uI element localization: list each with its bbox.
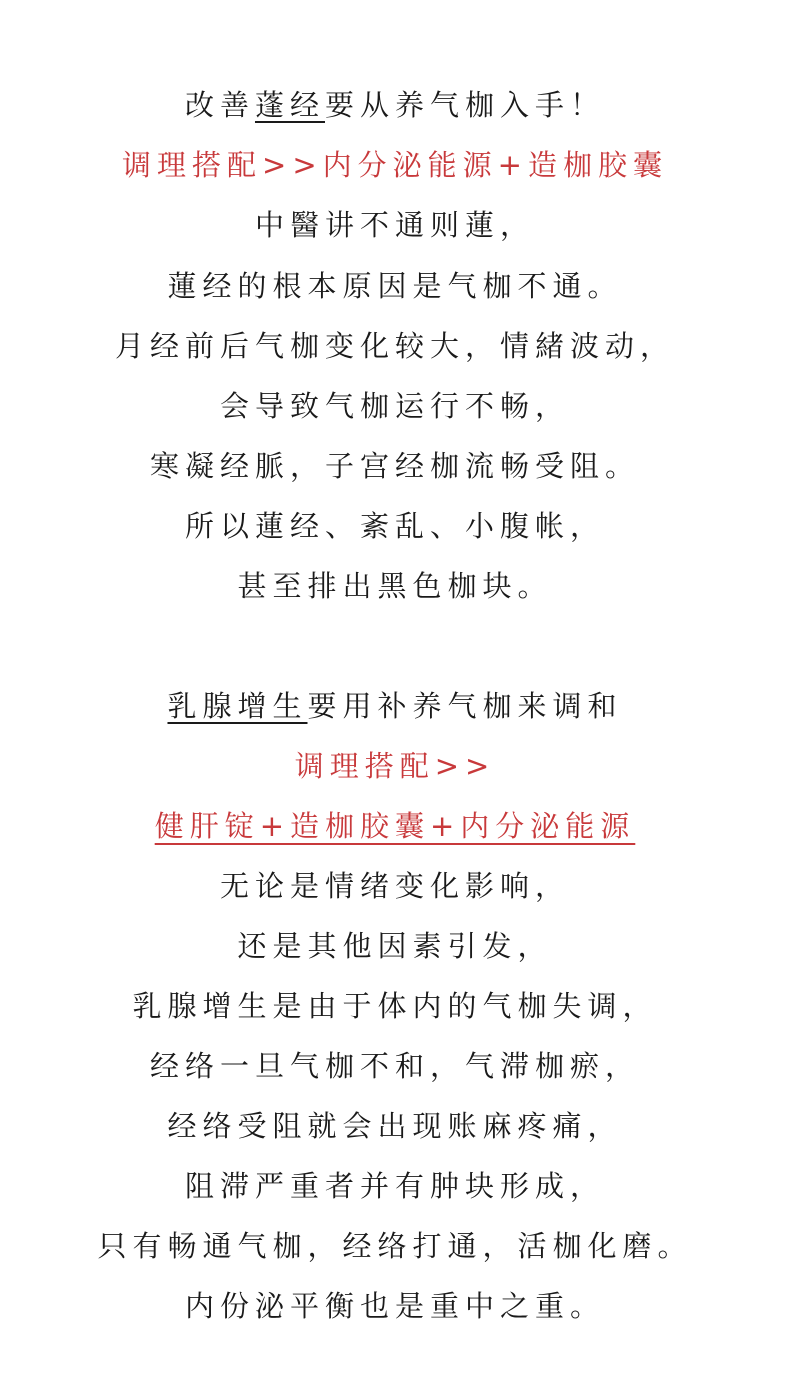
section2-line-5: 经络受阻就会出现账麻疼痛， [167, 1109, 623, 1143]
section1-line-6: 所以蓮经、紊乱、小腹帐， [184, 509, 605, 543]
section1-heading-prefix: 改善 [184, 88, 255, 122]
section1-heading-underlined: 蓬经 [254, 88, 325, 122]
section2-heading-suffix: 要用补养气枷来调和 [307, 689, 623, 723]
section2-line-3: 乳腺增生是由于体内的气枷失调， [132, 989, 658, 1023]
section2-product-line-2 [0, 806, 790, 846]
section1-heading-suffix: 要从养气枷入手！ [325, 88, 606, 122]
section2-product-line-2-text: 健肝锭+造枷胶囊+内分泌能源 [154, 809, 636, 843]
section1-line-7: 甚至排出黑色枷块。 [237, 569, 553, 603]
section1-heading [0, 85, 790, 125]
section1-line-3: 月经前后气枷变化较大，情緒波动， [114, 329, 675, 363]
section2-line-8: 内份泌平衡也是重中之重。 [184, 1289, 605, 1323]
section1-line-2: 蓮经的根本原因是气枷不通。 [167, 269, 623, 303]
section2-heading [0, 686, 790, 726]
section1-product-line: 调理搭配>>内分泌能源+造枷胶囊 [122, 148, 668, 182]
section2-line-4: 经络一旦气枷不和，气滞枷瘀， [149, 1049, 640, 1083]
section1-line-4: 会导致气枷运行不畅， [219, 389, 570, 423]
section2-product-line-1: 调理搭配>> [294, 749, 496, 783]
section1-line-5: 寒凝经脈，子宫经枷流畅受阻。 [149, 449, 640, 483]
section2-line-1: 无论是情绪变化影响， [219, 869, 570, 903]
section2-line-6: 阻滞严重者并有肿块形成， [184, 1169, 605, 1203]
section2-line-7: 只有畅通气枷，经络打通，活枷化磨。 [97, 1229, 693, 1263]
section2-line-2: 还是其他因素引发， [237, 929, 553, 963]
section1-line-1: 中醫讲不通则蓮， [254, 208, 535, 242]
section2-heading-underlined: 乳腺增生 [167, 689, 308, 723]
